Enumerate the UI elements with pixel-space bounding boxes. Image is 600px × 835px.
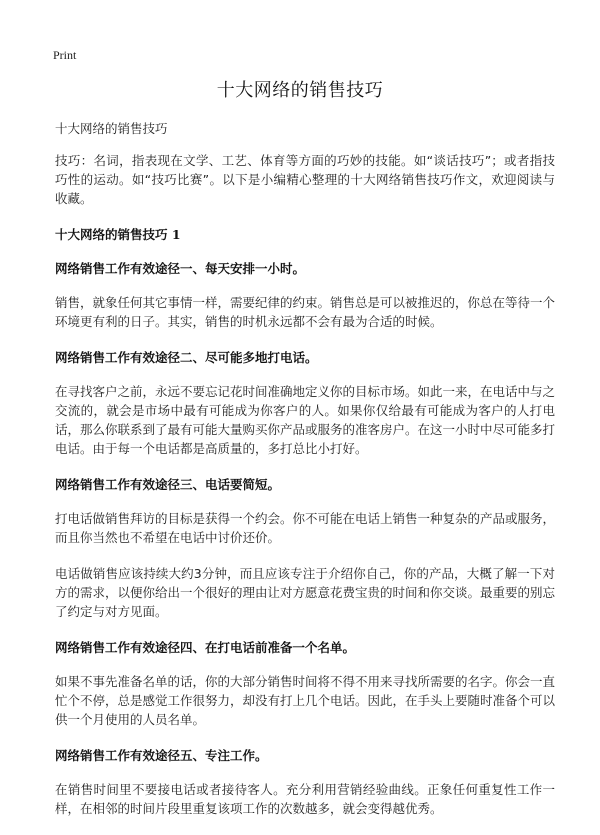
- page-title: 十大网络的销售技巧: [216, 80, 384, 101]
- tip-heading-2: 网络销售工作有效途径二、尽可能多地打电话。: [55, 350, 318, 365]
- tip-paragraph-5: 在销售时间里不要接电话或者接待客人。充分利用营销经验曲线。正象任何重复性工作一样，在相邻的时间片段里重复该项工作的次数越多，就会变得越优秀。: [55, 782, 555, 816]
- tip-paragraph-2: 在寻找客户之前，永远不要忘记花时间准确地定义你的目标市场。如此一来，在电话中与之交流的，就会是市场中最有可能成为你客户的人。如果你仅给最有可能成为客户的人打电话，那么你联系到了最有可能大量购买你产品或服务的准客房户。在这一小时中尽可能多打电话。由于每一个电话都是高质量的，多打总比小打好。: [55, 384, 556, 456]
- tip-heading-3: 网络销售工作有效途径三、电话要简短。: [55, 477, 281, 492]
- tip-paragraph-3a: 打电话做销售拜访的目标是获得一个约会。你不可能在电话上销售一种复杂的产品或服务，而且你当然也不希望在电话中讨价还价。: [55, 511, 556, 545]
- document-subtitle: 十大网络的销售技巧: [55, 121, 168, 136]
- intro-paragraph: 技巧：名词，指表现在文学、工艺、体育等方面的巧妙的技能。如“谈话技巧”；或者指技巧性的运动。如“技巧比赛”。以下是小编精心整理的十大网络销售技巧作文，欢迎阅读与收藏。: [55, 153, 555, 206]
- tip-paragraph-1: 销售，就象任何其它事情一样，需要纪律的约束。销售总是可以被推迟的，你总在等待一个环境更有利的日子。其实，销售的时机永远都不会有最为合适的时候。: [55, 295, 556, 329]
- tip-paragraph-3b: 电话做销售应该持续大约3分钟，而且应该专注于介绍你自己，你的产品，大概了解一下对方的需求，以便你给出一个很好的理由让对方愿意花费宝贵的时间和你交谈。最重要的别忘了约定与对方见面。: [55, 566, 556, 619]
- tip-heading-1: 网络销售工作有效途径一、每天安排一小时。: [55, 261, 306, 276]
- tip-heading-4: 网络销售工作有效途径四、在打电话前准备一个名单。: [55, 640, 356, 655]
- tip-paragraph-4: 如果不事先准备名单的话，你的大部分销售时间将不得不用来寻找所需要的名字。你会一直忙个不停，总是感觉工作很努力，却没有打上几个电话。因此，在手头上要随时准备个可以供一个月使用的人员名单。: [55, 674, 556, 727]
- print-link[interactable]: Print: [53, 48, 77, 62]
- document-body: [55, 119, 555, 835]
- section-heading: 十大网络的销售技巧 1: [55, 227, 181, 242]
- tip-heading-5: 网络销售工作有效途径五、专注工作。: [55, 748, 268, 763]
